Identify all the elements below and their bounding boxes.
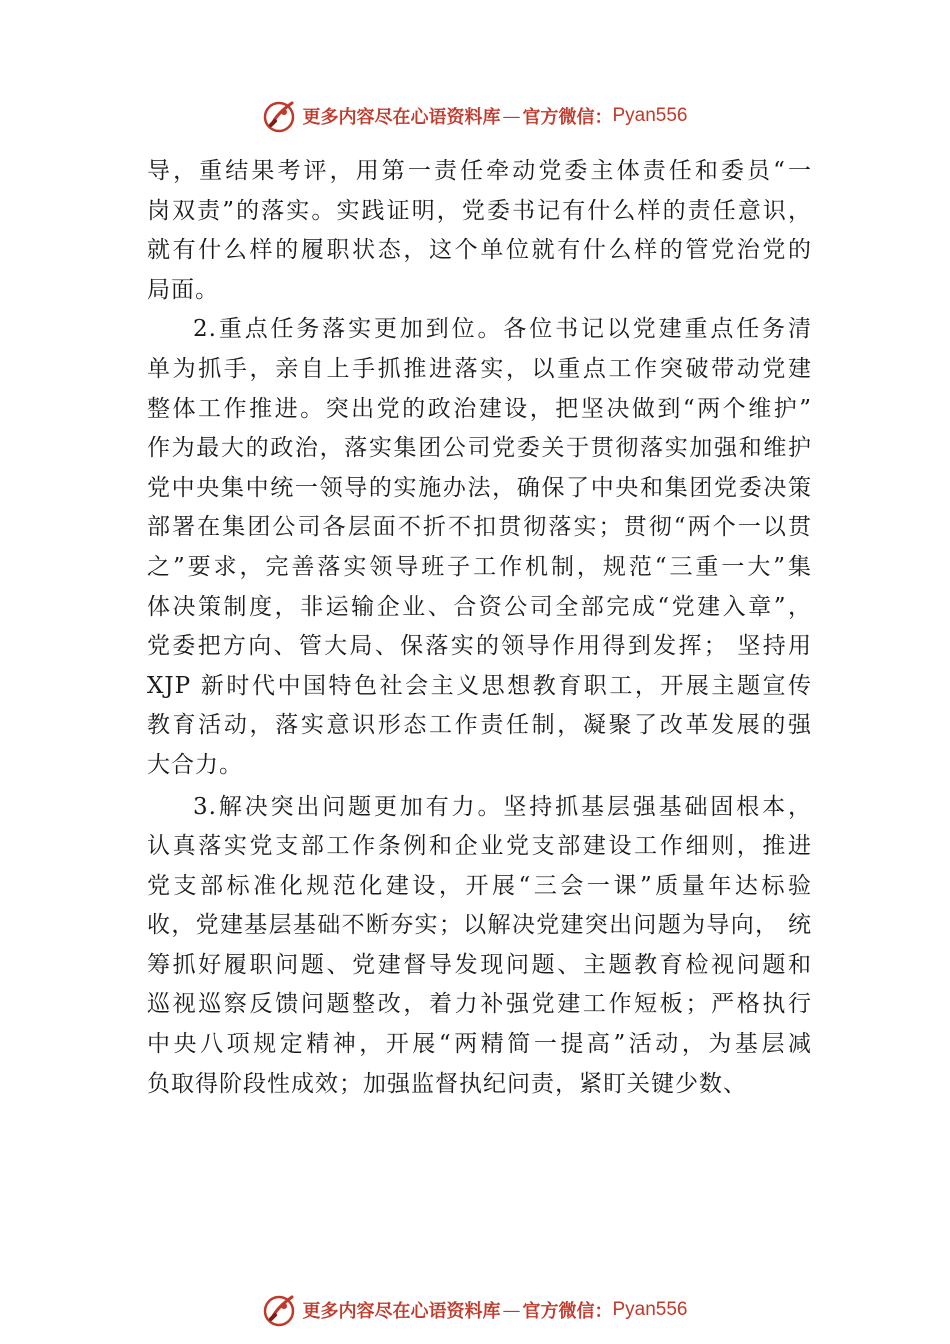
text-line: 局面。 xyxy=(147,276,219,303)
text-line: 党委把方向、管大局、保落实的领导作用得到发挥； 坚持用 xyxy=(147,633,812,660)
text-line: 整体工作推进。突出党的政治建设，把坚决做到“两个维护” xyxy=(147,395,812,422)
text-line: 导，重结果考评，用第一责任牵动党委主体责任和委员“一 xyxy=(147,158,812,184)
text-line: 党支部标准化规范化建设，开展“三会一课”质量年达标验 xyxy=(147,872,812,899)
brush-logo-icon xyxy=(262,1292,298,1328)
text-line: 中央八项规定精神，开展“两精简一提高”活动，为基层减 xyxy=(147,1031,812,1058)
footer-dash: — xyxy=(502,1299,521,1321)
text-line: XJP 新时代中国特色社会主义思想教育职工，开展主题宣传 xyxy=(147,672,812,699)
text-line: 部署在集团公司各层面不折不扣贯彻落实；贯彻“两个一以贯 xyxy=(147,514,812,541)
text-line: 收，党建基层基础不断夯实；以解决党建突出问题为导向， 统 xyxy=(147,912,812,939)
paragraph-heading-2: 2.重点任务落实更加到位。各位书记以党建重点任务清 xyxy=(193,316,812,343)
text-line: 党中央集中统一领导的实施办法，确保了中央和集团党委决策 xyxy=(147,474,812,501)
document-body xyxy=(147,152,812,1104)
footer-wechat-id: Pyan556 xyxy=(612,1299,688,1320)
header-brand-text: 更多内容尽在心语资料库 xyxy=(302,107,501,128)
text-line: 大合力。 xyxy=(147,751,243,778)
header-official-label: 官方微信： xyxy=(522,107,613,128)
text-line: 就有什么样的履职状态，这个单位就有什么样的管党治党的 xyxy=(147,237,812,264)
text-line: 认真落实党支部工作条例和企业党支部建设工作细则，推进 xyxy=(147,833,812,860)
text-line: 筹抓好履职问题、党建督导发现问题、主题教育检视问题和 xyxy=(147,951,812,978)
text-line: 岗双责”的落实。实践证明，党委书记有什么样的责任意识， xyxy=(147,197,812,224)
header-banner xyxy=(0,96,950,136)
text-line: 单为抓手，亲自上手抓推进落实，以重点工作突破带动党建 xyxy=(147,355,812,382)
text-line: 作为最大的政治，落实集团公司党委关于贯彻落实加强和维护 xyxy=(147,435,812,462)
footer-brand-text: 更多内容尽在心语资料库 xyxy=(302,1301,501,1322)
brush-logo-icon xyxy=(262,98,298,134)
text-line: 体决策制度，非运输企业、合资公司全部完成“党建入章”， xyxy=(147,593,812,620)
paragraph-heading-3: 3.解决突出问题更加有力。坚持抓基层强基础固根本， xyxy=(193,793,812,820)
text-line: 之”要求，完善落实领导班子工作机制，规范“三重一大”集 xyxy=(147,553,812,580)
footer-banner xyxy=(0,1290,950,1330)
text-line: 教育活动，落实意识形态工作责任制，凝聚了改革发展的强 xyxy=(147,712,812,739)
footer-official-label: 官方微信： xyxy=(522,1301,613,1322)
header-dash: — xyxy=(502,105,521,127)
text-line: 负取得阶段性成效；加强监督执纪问责，紧盯关键少数、 xyxy=(147,1070,747,1097)
header-wechat-id: Pyan556 xyxy=(612,105,688,126)
text-line: 巡视巡察反馈问题整改，着力补强党建工作短板；严格执行 xyxy=(147,991,812,1018)
